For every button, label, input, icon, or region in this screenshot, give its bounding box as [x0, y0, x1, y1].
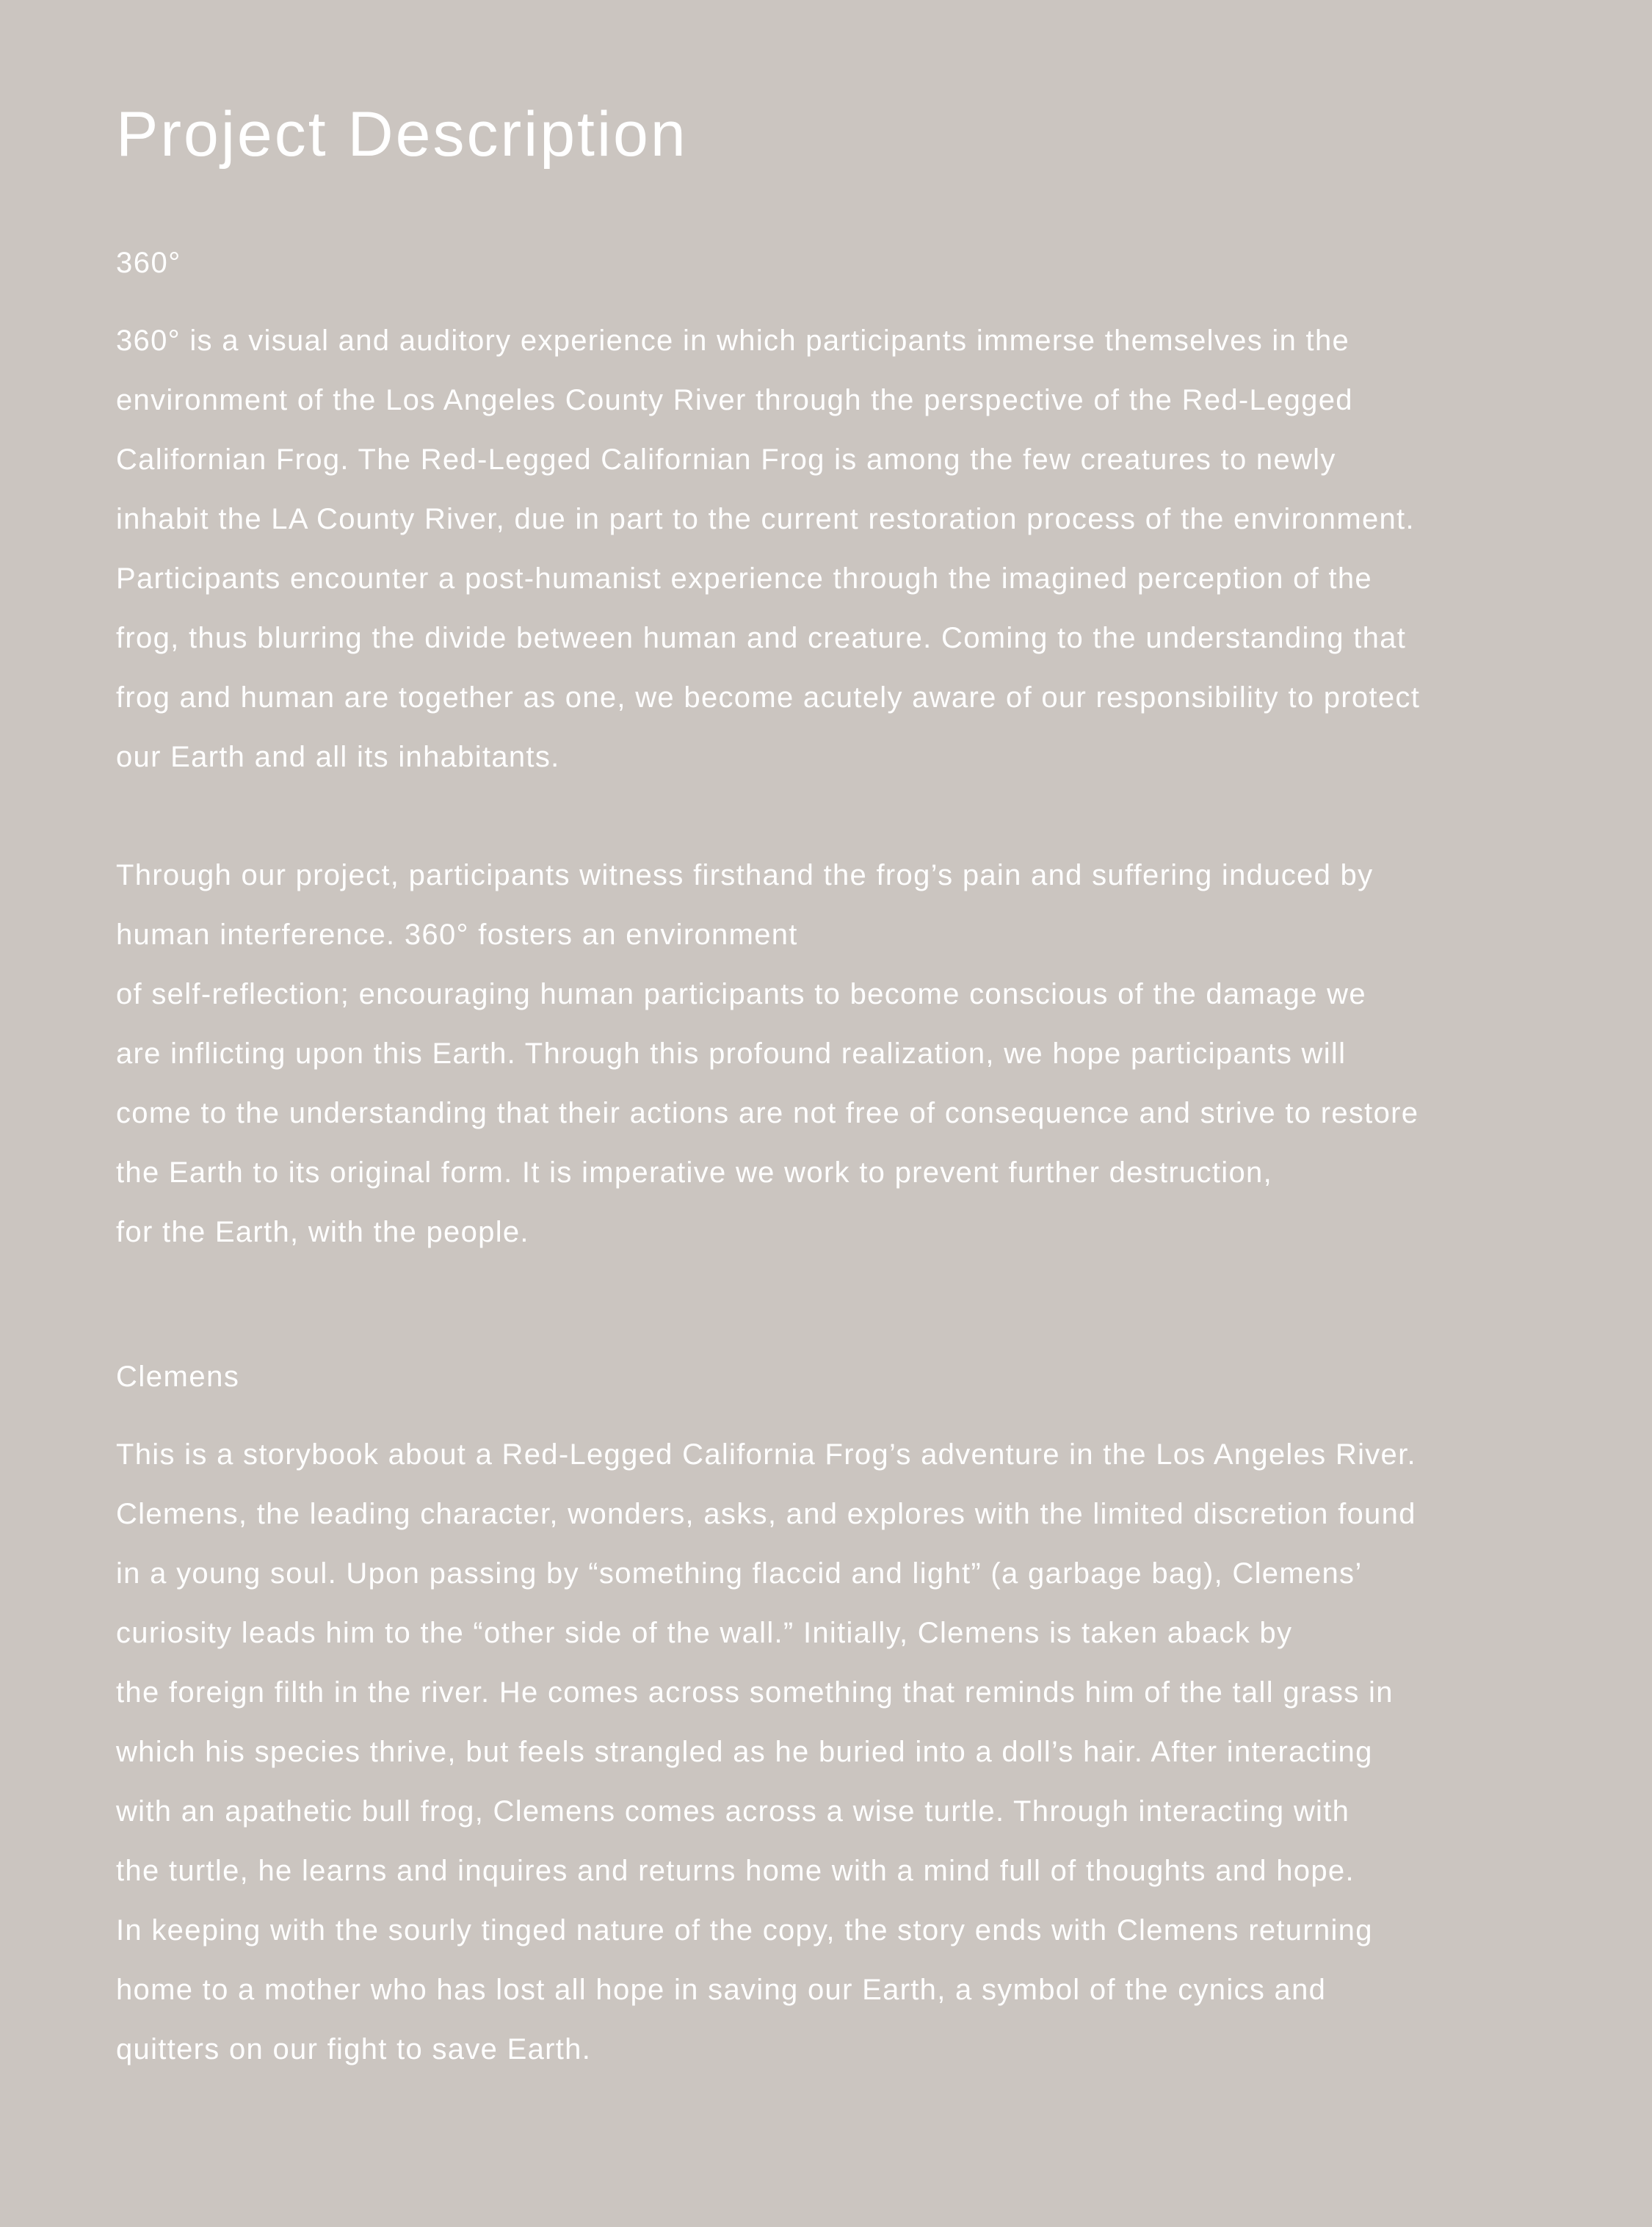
- paragraph-line: Through our project, participants witness firsthand the frog’s pain and suffering induced by: [116, 859, 1374, 891]
- paragraph-line: Participants encounter a post-humanist experience through the imagined perception of the: [116, 562, 1372, 595]
- paragraph-line: curiosity leads him to the “other side of the wall.” Initially, Clemens is taken aback by: [116, 1617, 1293, 1649]
- section-heading-clemens: Clemens: [116, 1361, 240, 1393]
- paragraph-line: This is a storybook about a Red-Legged California Frog’s adventure in the Los Angeles River.: [116, 1438, 1416, 1471]
- paragraph-line: with an apathetic bull frog, Clemens comes across a wise turtle. Through interacting with: [116, 1795, 1350, 1828]
- paragraph-line: the turtle, he learns and inquires and returns home with a mind full of thoughts and hope.: [116, 1855, 1355, 1887]
- section-clemens-paragraph: [116, 1425, 1643, 2079]
- paragraph-line: environment of the Los Angeles County River through the perspective of the Red-Legged: [116, 384, 1353, 416]
- paragraph-line: In keeping with the sourly tinged nature of the copy, the story ends with Clemens returning: [116, 1914, 1373, 1947]
- paragraph-line: 360° is a visual and auditory experience in which participants immerse themselves in the: [116, 325, 1350, 357]
- paragraph-line: Californian Frog. The Red-Legged Californian Frog is among the few creatures to newly: [116, 443, 1336, 476]
- paragraph-line: of self-reflection; encouraging human participants to become conscious of the damage we: [116, 978, 1366, 1010]
- paragraph-line: come to the understanding that their actions are not free of consequence and strive to restore: [116, 1097, 1419, 1129]
- paragraph-line: frog, thus blurring the divide between human and creature. Coming to the understanding that: [116, 622, 1407, 654]
- section-360-paragraph-2: [116, 846, 1643, 1262]
- paragraph-line: the foreign filth in the river. He comes across something that reminds him of the tall grass in: [116, 1676, 1394, 1709]
- page-title: Project Description: [116, 99, 688, 170]
- paragraph-line: for the Earth, with the people.: [116, 1216, 529, 1248]
- paragraph-line: the Earth to its original form. It is imperative we work to prevent further destruction,: [116, 1156, 1273, 1189]
- paragraph-line: inhabit the LA County River, due in part to the current restoration process of the environment.: [116, 503, 1415, 535]
- paragraph-line: home to a mother who has lost all hope in saving our Earth, a symbol of the cynics and: [116, 1974, 1327, 2006]
- section-heading-360: 360°: [116, 247, 181, 279]
- section-360-paragraph-1: [116, 311, 1643, 787]
- paragraph-line: are inflicting upon this Earth. Through this profound realization, we hope participants will: [116, 1038, 1347, 1070]
- paragraph-line: quitters on our fight to save Earth.: [116, 2033, 592, 2065]
- paragraph-line: human interference. 360° fosters an environment: [116, 919, 798, 951]
- paragraph-line: our Earth and all its inhabitants.: [116, 741, 560, 773]
- paragraph-line: Clemens, the leading character, wonders, asks, and explores with the limited discretion found: [116, 1498, 1416, 1530]
- paragraph-line: which his species thrive, but feels strangled as he buried into a doll’s hair. After interacting: [116, 1736, 1373, 1768]
- paragraph-line: frog and human are together as one, we become acutely aware of our responsibility to protect: [116, 681, 1421, 714]
- paragraph-line: in a young soul. Upon passing by “something flaccid and light” (a garbage bag), Clemens’: [116, 1557, 1363, 1590]
